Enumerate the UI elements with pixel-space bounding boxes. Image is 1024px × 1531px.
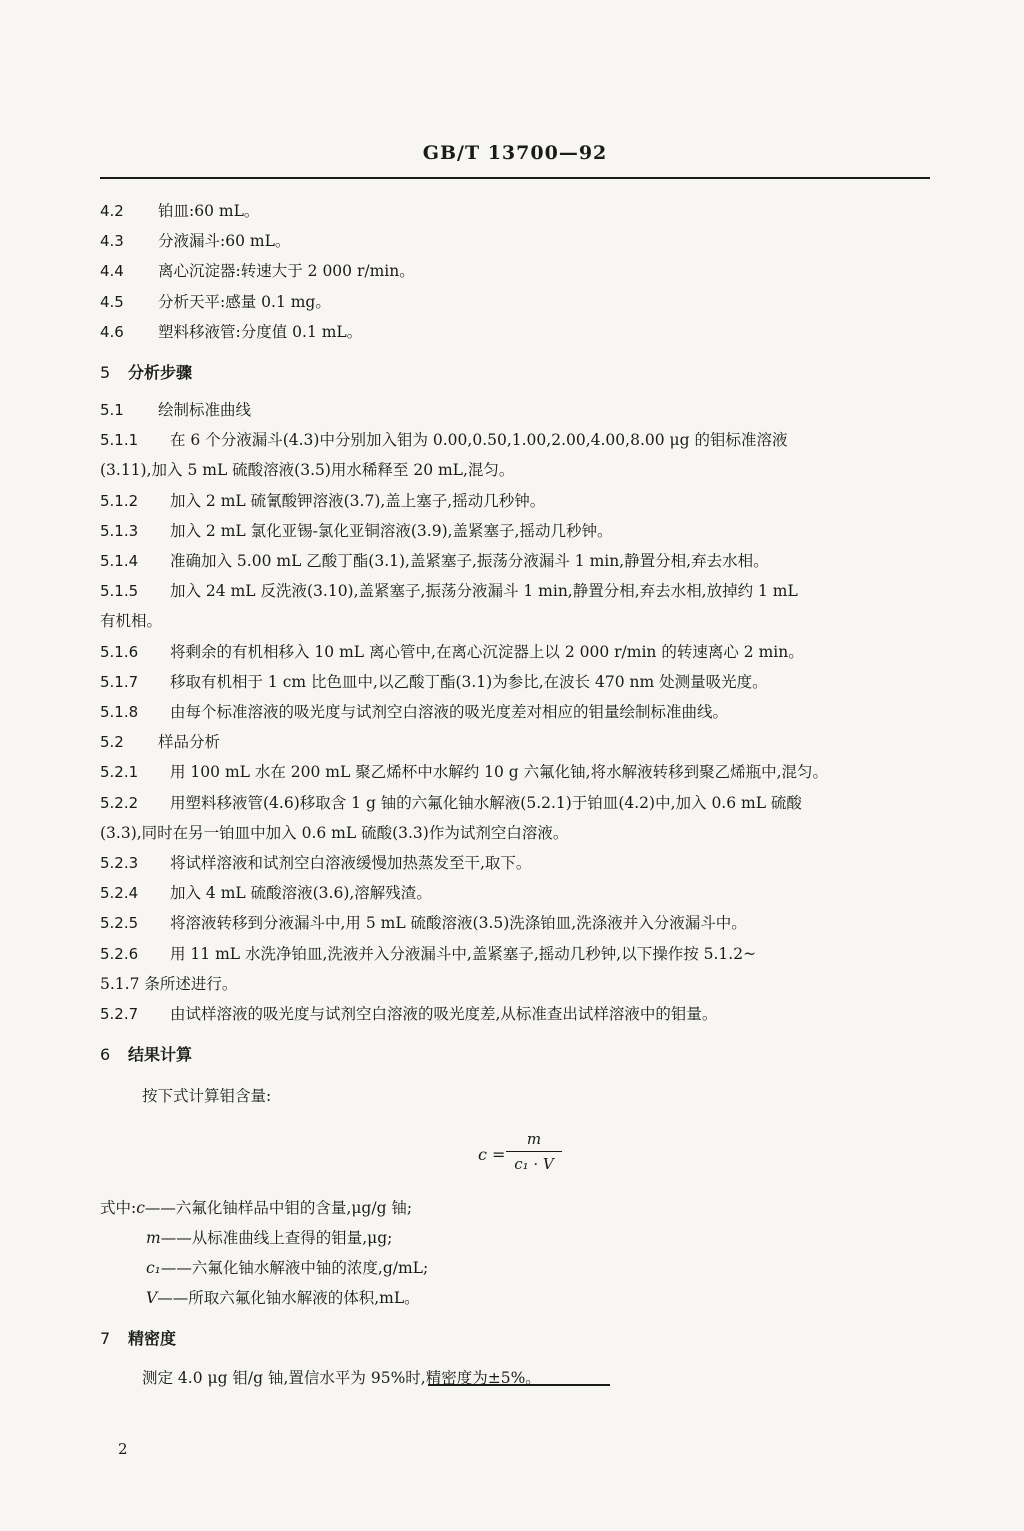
item-5-2-2: 5.2.2 用塑料移液管(4.6)移取含 1 g 铀的六氟化铀水解液(5.2.1)于铂皿(4.2)中,加入 0.6 mL 硫酸 (100, 793, 802, 812)
item-4-2: 4.2 铂皿:60 mL。 (100, 202, 260, 220)
definition-v: V——所取六氟化铀水解液的体积,mL。 (146, 1289, 420, 1308)
item-5-2-5: 5.2.5 将溶液转移到分液漏斗中,用 5 mL 硫酸溶液(3.5)洗涤铂皿,洗涤液并入分液漏斗中。 (100, 914, 747, 933)
formula-intro: 按下式计算钼含量: (142, 1087, 272, 1106)
item-5-2-6-cont: 5.1.7 条所述进行。 (100, 974, 238, 993)
item-5-1-6: 5.1.6 将剩余的有机相移入 10 mL 离心管中,在离心沉淀器上以 2 000 r/min 的转速离心 2 min。 (100, 642, 804, 661)
section-7-heading: 7 精密度 (100, 1329, 177, 1349)
page-number: 2 (118, 1440, 128, 1458)
standard-code-header: GB/T 13700—92 (422, 142, 608, 164)
section-5-heading: 5 分析步骤 (100, 363, 193, 383)
item-5-1-2: 5.1.2 加入 2 mL 硫氰酸钾溶液(3.7),盖上塞子,摇动几秒钟。 (100, 491, 546, 510)
item-5-2-3: 5.2.3 将试样溶液和试剂空白溶液缓慢加热蒸发至干,取下。 (100, 854, 532, 873)
item-4-4: 4.4 离心沉淀器:转速大于 2 000 r/min。 (100, 262, 415, 281)
item-5-2-2-cont: (3.3),同时在另一铂皿中加入 0.6 mL 硫酸(3.3)作为试剂空白溶液。 (100, 823, 569, 842)
item-5-2-1: 5.2.1 用 100 mL 水在 200 mL 聚乙烯杯中水解约 10 g 六氟化铀,将水解液转移到聚乙烯瓶中,混匀。 (100, 763, 828, 782)
item-5-1-5: 5.1.5 加入 24 mL 反洗液(3.10),盖紧塞子,振荡分液漏斗 1 min,静置分相,弃去水相,放掉约 1 mL (100, 582, 798, 601)
item-5-2: 5.2 样品分析 (100, 733, 221, 752)
item-5-2-7: 5.2.7 由试样溶液的吸光度与试剂空白溶液的吸光度差,从标准查出试样溶液中的钼量。 (100, 1005, 718, 1024)
document-body (100, 196, 932, 1393)
item-4-6: 4.6 塑料移液管:分度值 0.1 mL。 (100, 322, 363, 341)
item-5-1-1: 5.1.1 在 6 个分液漏斗(4.3)中分别加入钼为 0.00,0.50,1.00,2.00,4.00,8.00 μg 的钼标准溶液 (100, 431, 788, 450)
section-6-heading: 6 结果计算 (100, 1045, 193, 1065)
precision-statement: 测定 4.0 μg 钼/g 铀,置信水平为 95%时,精密度为±5%。 (142, 1369, 541, 1388)
formula (100, 1129, 932, 1193)
item-5-1: 5.1 绘制标准曲线 (100, 401, 252, 420)
end-rule (428, 1384, 610, 1386)
item-5-2-4: 5.2.4 加入 4 mL 硫酸溶液(3.6),溶解残渣。 (100, 884, 432, 903)
definition-c: 式中:c——六氟化铀样品中钼的含量,μg/g 铀; (100, 1199, 413, 1218)
formula-numerator: m (526, 1130, 542, 1149)
item-4-3: 4.3 分液漏斗:60 mL。 (100, 232, 291, 251)
item-5-1-3: 5.1.3 加入 2 mL 氯化亚锡-氯化亚铜溶液(3.9),盖紧塞子,摇动几秒钟。 (100, 521, 613, 540)
formula-denominator: c₁ · V (514, 1155, 554, 1174)
item-5-1-8: 5.1.8 由每个标准溶液的吸光度与试剂空白溶液的吸光度差对相应的钼量绘制标准曲线。 (100, 703, 729, 722)
definition-m: m——从标准曲线上查得的钼量,μg; (146, 1229, 393, 1248)
item-5-1-4: 5.1.4 准确加入 5.00 mL 乙酸丁酯(3.1),盖紧塞子,振荡分液漏斗 1 min,静置分相,弃去水相。 (100, 552, 769, 571)
formula-lhs: c = (478, 1145, 506, 1165)
variable-definitions (100, 1193, 932, 1313)
header-rule (100, 177, 930, 179)
item-5-1-7: 5.1.7 移取有机相于 1 cm 比色皿中,以乙酸丁酯(3.1)为参比,在波长 470 nm 处测量吸光度。 (100, 672, 768, 691)
item-5-2-6: 5.2.6 用 11 mL 水洗净铂皿,洗液并入分液漏斗中,盖紧塞子,摇动几秒钟,以下操作按 5.1.2~ (100, 944, 757, 963)
formula-fraction (506, 1129, 562, 1174)
item-5-1-5-cont: 有机相。 (100, 612, 163, 631)
fraction-bar (506, 1151, 562, 1152)
item-5-1-1-cont: (3.11),加入 5 mL 硫酸溶液(3.5)用水稀释至 20 mL,混匀。 (100, 461, 515, 480)
item-4-5: 4.5 分析天平:感量 0.1 mg。 (100, 292, 331, 311)
definition-c1: c₁——六氟化铀水解液中铀的浓度,g/mL; (146, 1259, 429, 1278)
